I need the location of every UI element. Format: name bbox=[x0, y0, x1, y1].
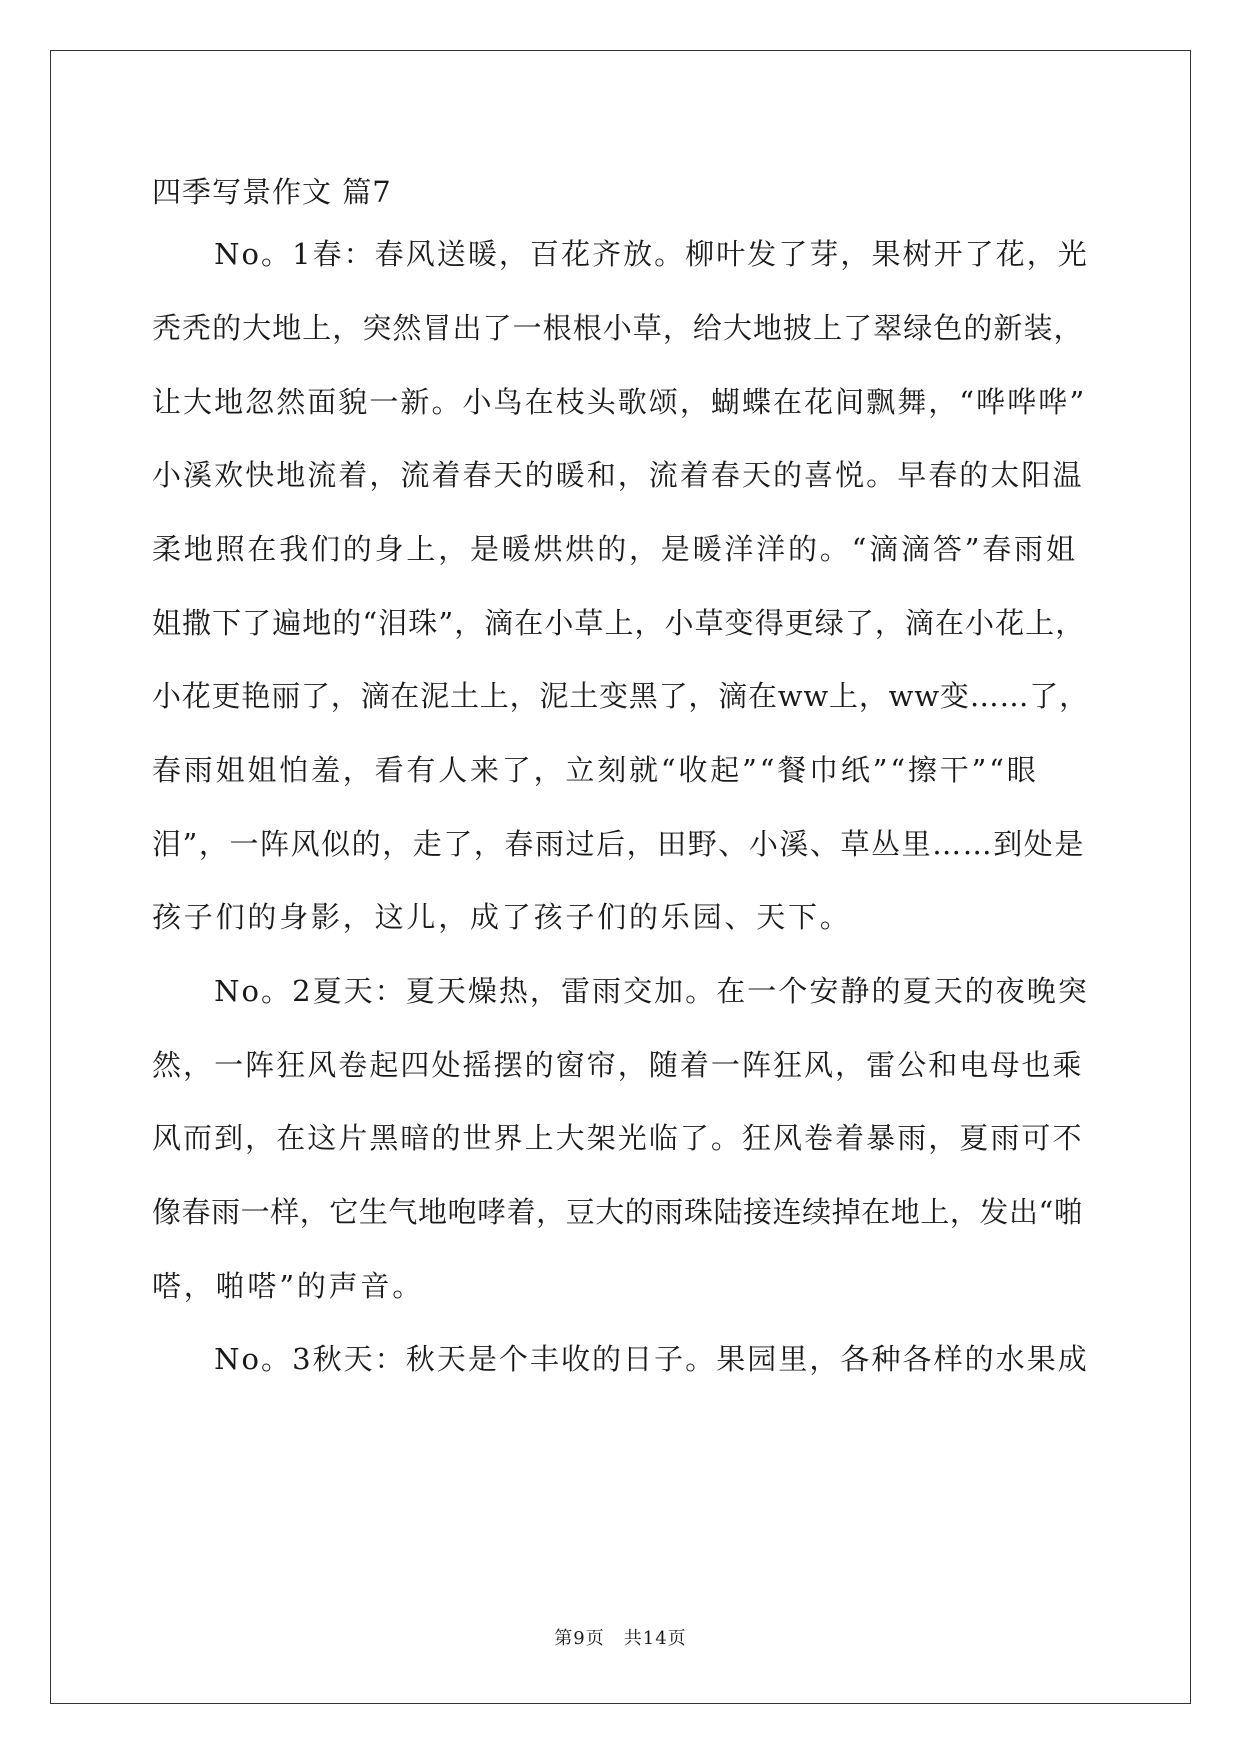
text-line: 小花更艳丽了，滴在泥土上，泥土变黑了，滴在ww上，ww变……了， bbox=[152, 679, 1089, 713]
text-line: No。2夏天：夏天燥热，雷雨交加。在一个安静的夏天的夜晚突 bbox=[152, 974, 1089, 1008]
text-line: 让大地忽然面貌一新。小鸟在枝头歌颂，蝴蝶在花间飘舞，“哗哗哗” bbox=[152, 385, 1087, 419]
text-line: 春雨姐姐怕羞，看有人来了，立刻就“收起”“餐巾纸”“擦干”“眼 bbox=[152, 753, 1039, 787]
text-line: No。1春：春风送暖，百花齐放。柳叶发了芽，果树开了花，光 bbox=[152, 237, 1089, 271]
page-border bbox=[50, 50, 1191, 1704]
page-footer bbox=[0, 1624, 1241, 1650]
text-line: 小溪欢快地流着，流着春天的暖和，流着春天的喜悦。早春的太阳温 bbox=[152, 458, 1084, 492]
text-line: 孩子们的身影，这儿，成了孩子们的乐园、天下。 bbox=[152, 900, 852, 934]
text-line: 然，一阵狂风卷起四处摇摆的窗帘，随着一阵狂风，雷公和电母也乘 bbox=[152, 1048, 1084, 1082]
page-number: 第9页 共14页 bbox=[554, 1628, 687, 1649]
document-title: 四季写景作文 篇7 bbox=[152, 175, 392, 209]
text-line: 嗒，啪嗒”的声音。 bbox=[152, 1269, 425, 1303]
text-line: 柔地照在我们的身上，是暖烘烘的，是暖洋洋的。“滴滴答”春雨姐 bbox=[152, 532, 1078, 566]
text-line: 像春雨一样，它生气地咆哮着，豆大的雨珠陆接连续掉在地上，发出“啪 bbox=[152, 1195, 1084, 1229]
text-line: 秃秃的大地上，突然冒出了一根根小草，给大地披上了翠绿色的新装， bbox=[152, 311, 1084, 345]
text-line: No。3秋天：秋天是个丰收的日子。果园里，各种各样的水果成 bbox=[152, 1342, 1089, 1376]
text-line: 风而到，在这片黑暗的世界上大架光临了。狂风卷着暴雨，夏雨可不 bbox=[152, 1121, 1084, 1155]
text-line: 姐撒下了遍地的“泪珠”，滴在小草上，小草变得更绿了，滴在小花上， bbox=[152, 606, 1086, 640]
text-line: 泪”，一阵风似的，走了，春雨过后，田野、小溪、草丛里……到处是 bbox=[152, 827, 1085, 861]
